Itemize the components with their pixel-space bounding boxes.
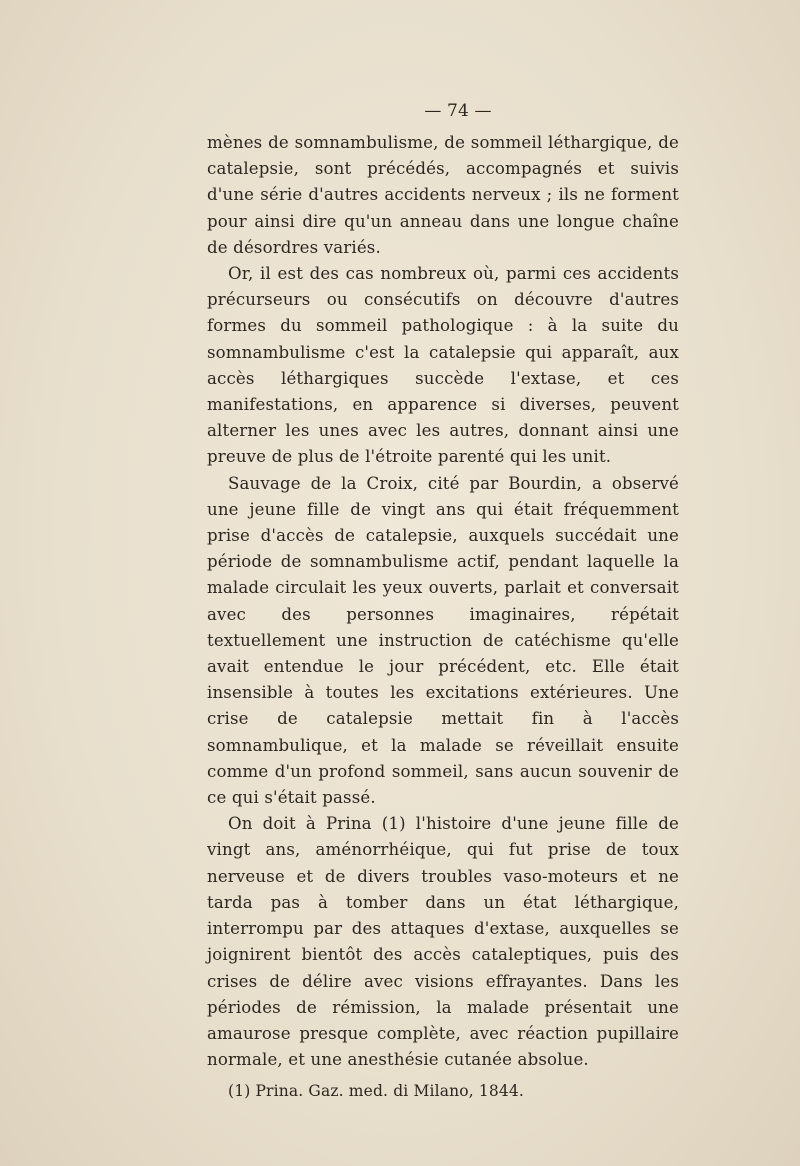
footnote: (1) Prina. Gaz. med. di Milano, 1844. (228, 1082, 524, 1101)
page-number: — 74 — (424, 101, 492, 121)
page-text (207, 98, 679, 1103)
paragraph-4: On doit à Prina (1) l'histoire d'une jeune fille de vingt ans, aménorrhéique, qui fut prise de toux nerveuse et de divers troubles vaso-moteurs et ne tarda pas à tomber dans un état léthargique, interrompu par des attaques d'extase, auxquelles se joignirent bientôt des accès cataleptiques, puis des crises de délire avec visions effrayantes. Dans les périodes de rémission, la malade présentait une amaurose presque complète, avec réaction pupillaire normale, et une anesthésie cutanée absolue. (207, 814, 679, 1070)
paragraph-3: Sauvage de la Croix, cité par Bourdin, a observé une jeune fille de vingt ans qui était fréquemment prise d'accès de catalepsie, auxquels succédait une période de somnambulisme actif, pendant laquelle la malade circulait les yeux ouverts, parlait et conversait avec des personnes imaginaires, répétait textuellement une instruction de catéchisme qu'elle avait entendue le jour précédent, etc. Elle était insensible à toutes les excitations extérieures. Une crise de catalepsie mettait fin à l'accès somnambulique, et la malade se réveillait ensuite comme d'un profond sommeil, sans aucun souvenir de ce qui s'était passé. (207, 473, 679, 808)
paragraph-continuation: mènes de somnambulisme, de sommeil léthargique, de catalepsie, sont précédés, accompagnés et suivis d'une série d'autres accidents nerveux ; ils ne forment pour ainsi dire qu'un anneau dans une longue chaîne de désordres variés. (207, 133, 679, 257)
paragraph-2: Or, il est des cas nombreux où, parmi ces accidents précurseurs ou consécutifs on découvre d'autres formes du sommeil pathologique : à la suite du somnambulisme c'est la catalepsie qui apparaît, aux accès léthargiques succède l'extase, et ces manifestations, en apparence si diverses, peuvent alterner les unes avec les autres, donnant ainsi une preuve de plus de l'étroite parenté qui les unit. (207, 264, 679, 467)
